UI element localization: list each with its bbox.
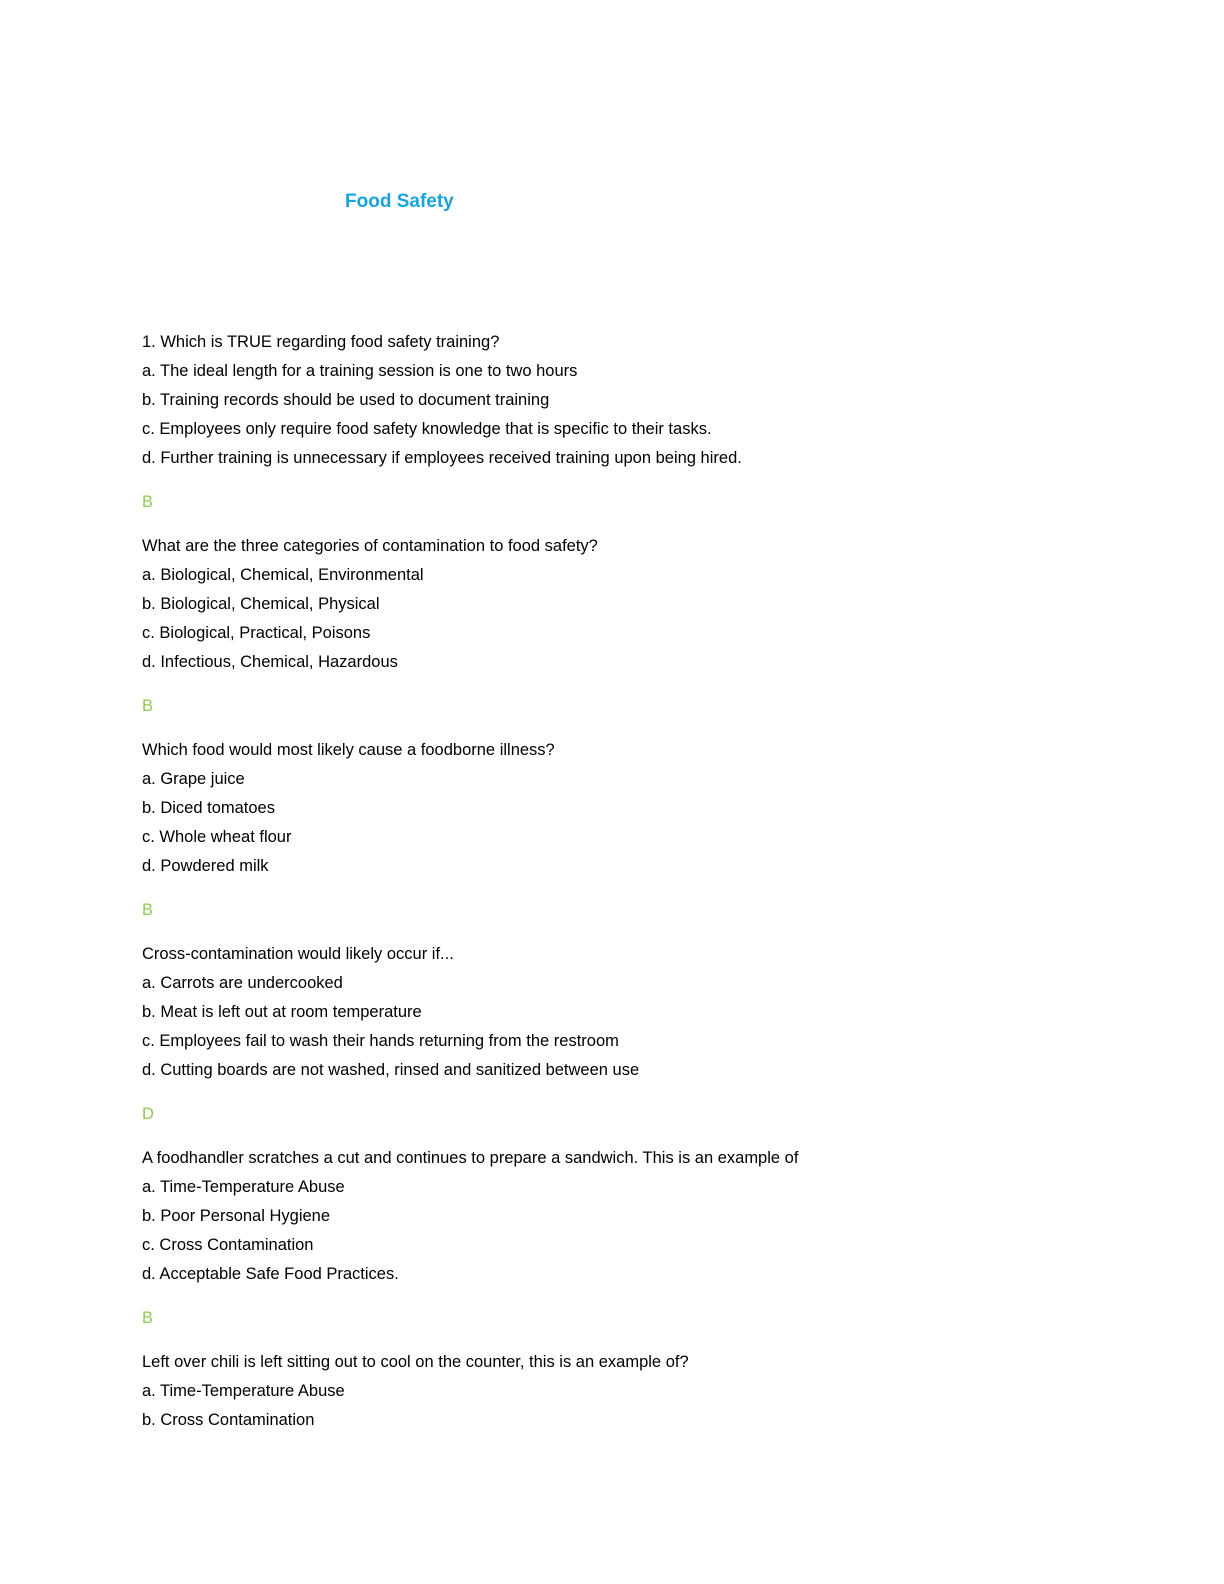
option-text: b. Meat is left out at room temperature [142, 1003, 422, 1021]
option-text: a. The ideal length for a training session is one to two hours [142, 362, 578, 380]
option-text: c. Biological, Practical, Poisons [142, 624, 371, 642]
answer-letter: B [142, 901, 154, 919]
option-text: b. Biological, Chemical, Physical [142, 595, 380, 613]
option-text: b. Diced tomatoes [142, 799, 275, 817]
question-block [142, 328, 1102, 473]
option-text: c. Employees fail to wash their hands returning from the restroom [142, 1032, 619, 1050]
option-text: b. Cross Contamination [142, 1411, 315, 1429]
answer-letter: B [142, 493, 154, 511]
option-text: a. Carrots are undercooked [142, 974, 343, 992]
question-block [142, 532, 1102, 677]
question-block [142, 736, 1102, 881]
option-text: c. Cross Contamination [142, 1236, 314, 1254]
question-text: Left over chili is left sitting out to cool on the counter, this is an example of? [142, 1353, 689, 1371]
document-title: Food Safety [345, 191, 454, 212]
question-block [142, 940, 1102, 1085]
option-text: b. Poor Personal Hygiene [142, 1207, 331, 1225]
question-text: What are the three categories of contamination to food safety? [142, 537, 598, 555]
option-text: b. Training records should be used to document training [142, 391, 550, 409]
option-text: d. Further training is unnecessary if employees received training upon being hired. [142, 449, 742, 467]
option-text: d. Acceptable Safe Food Practices. [142, 1265, 399, 1283]
question-block [142, 1348, 1102, 1435]
option-text: d. Cutting boards are not washed, rinsed and sanitized between use [142, 1061, 640, 1079]
question-text: Which food would most likely cause a foodborne illness? [142, 741, 555, 759]
option-text: a. Biological, Chemical, Environmental [142, 566, 424, 584]
option-text: a. Time-Temperature Abuse [142, 1382, 345, 1400]
question-text: 1. Which is TRUE regarding food safety training? [142, 333, 500, 351]
option-text: d. Powdered milk [142, 857, 269, 875]
question-block [142, 1144, 1102, 1289]
option-text: a. Time-Temperature Abuse [142, 1178, 345, 1196]
option-text: c. Employees only require food safety knowledge that is specific to their tasks. [142, 420, 712, 438]
answer-letter: B [142, 697, 154, 715]
answer-letter: D [142, 1105, 154, 1123]
question-text: A foodhandler scratches a cut and continues to prepare a sandwich. This is an example of [142, 1149, 799, 1167]
option-text: c. Whole wheat flour [142, 828, 292, 846]
option-text: d. Infectious, Chemical, Hazardous [142, 653, 398, 671]
option-text: a. Grape juice [142, 770, 245, 788]
quiz-content [142, 328, 1102, 1450]
answer-letter: B [142, 1309, 154, 1327]
question-text: Cross-contamination would likely occur if... [142, 945, 454, 963]
